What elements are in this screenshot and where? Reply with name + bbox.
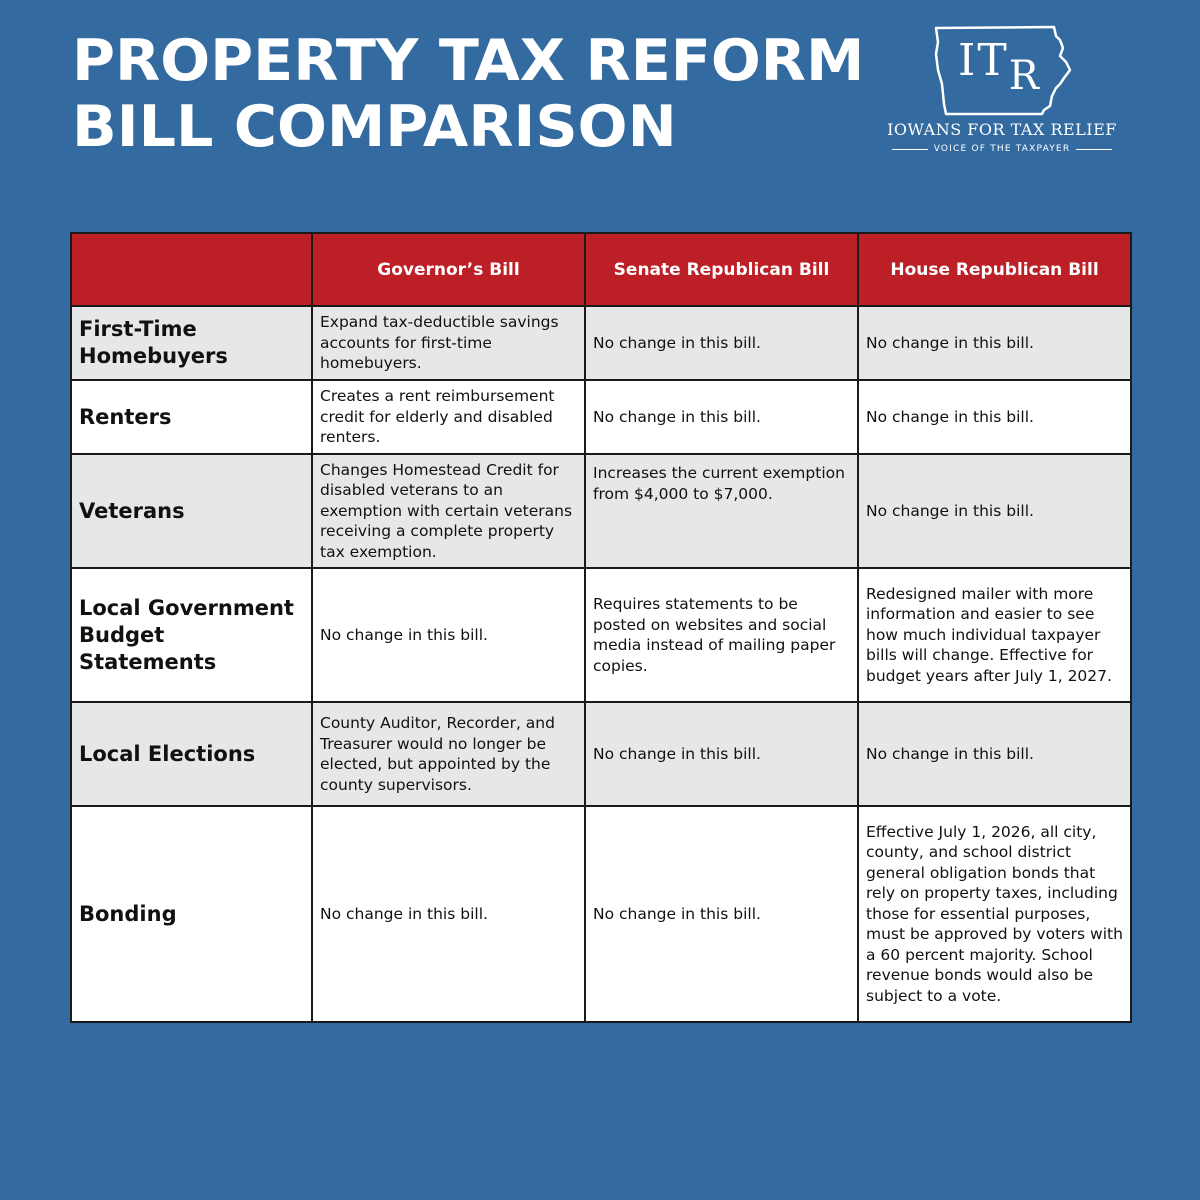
monogram-r: R <box>1008 53 1041 99</box>
table-row-bonding <box>71 806 1131 1022</box>
senate-cell: No change in this bill. <box>585 380 858 454</box>
title-line-2: BILL COMPARISON <box>72 94 677 160</box>
header-empty <box>71 233 312 306</box>
header-house-bill: House Republican Bill <box>858 233 1131 306</box>
house-cell: No change in this bill. <box>858 702 1131 806</box>
senate-cell: Increases the current exemption from $4,000 to $7,000. <box>585 454 858 568</box>
house-cell: No change in this bill. <box>858 306 1131 380</box>
senate-cell: Requires statements to be posted on websites and social media instead of mailing paper copies. <box>585 568 858 702</box>
tagline-rule-left <box>892 149 928 150</box>
governor-cell: No change in this bill. <box>312 568 585 702</box>
table-row-first-time-homebuyers <box>71 306 1131 380</box>
governor-cell: No change in this bill. <box>312 806 585 1022</box>
org-tagline-row <box>872 144 1132 154</box>
governor-cell: County Auditor, Recorder, and Treasurer would no longer be elected, but appointed by the county supervisors. <box>312 702 585 806</box>
governor-cell: Expand tax-deductible savings accounts for first-time homebuyers. <box>312 306 585 380</box>
table-row-local-elections <box>71 702 1131 806</box>
table-row-local-government-budget-statements <box>71 568 1131 702</box>
governor-cell: Changes Homestead Credit for disabled veterans to an exemption with certain veterans receiving a complete property tax exemption. <box>312 454 585 568</box>
row-label: Renters <box>71 380 312 454</box>
row-label: First-Time Homebuyers <box>71 306 312 380</box>
tagline-rule-right <box>1076 149 1112 150</box>
house-cell: Effective July 1, 2026, all city, county, and school district general obligation bonds that rely on property taxes, including those for essential purposes, must be approved by voters with a 60 percent majority. School revenue bonds would also be subject to a vote. <box>858 806 1131 1022</box>
table-header-row <box>71 233 1131 306</box>
itr-logo <box>872 24 1132 159</box>
org-name: IOWANS FOR TAX RELIEF <box>887 120 1117 139</box>
table-row-veterans <box>71 454 1131 568</box>
row-label: Veterans <box>71 454 312 568</box>
header-governors-bill: Governor’s Bill <box>312 233 585 306</box>
row-label: Bonding <box>71 806 312 1022</box>
house-cell: Redesigned mailer with more information and easier to see how much individual taxpayer bills will change. Effective for budget years after July 1, 2027. <box>858 568 1131 702</box>
header-senate-bill: Senate Republican Bill <box>585 233 858 306</box>
senate-cell: No change in this bill. <box>585 702 858 806</box>
monogram-i: I <box>958 35 978 86</box>
senate-cell: No change in this bill. <box>585 806 858 1022</box>
bill-comparison-table <box>70 232 1132 1023</box>
row-label: Local Government Budget Statements <box>71 568 312 702</box>
monogram-t: T <box>977 35 1009 86</box>
title-line-1: PROPERTY TAX REFORM <box>72 28 865 94</box>
senate-cell: No change in this bill. <box>585 306 858 380</box>
page-title <box>72 28 864 160</box>
row-label: Local Elections <box>71 702 312 806</box>
itr-monogram <box>958 35 1041 99</box>
governor-cell: Creates a rent reimbursement credit for elderly and disabled renters. <box>312 380 585 454</box>
org-tagline: VOICE OF THE TAXPAYER <box>933 144 1071 154</box>
house-cell: No change in this bill. <box>858 454 1131 568</box>
table-row-renters <box>71 380 1131 454</box>
house-cell: No change in this bill. <box>858 380 1131 454</box>
